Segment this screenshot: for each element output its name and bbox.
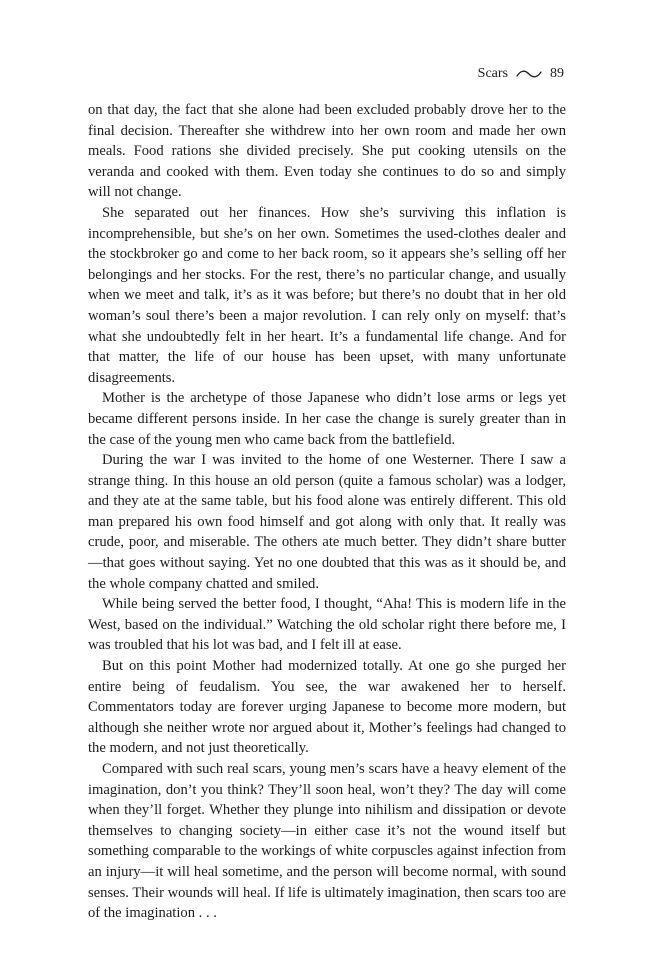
page-number: 89 (550, 66, 564, 81)
tilde-swash-icon (516, 69, 542, 79)
paragraph: Compared with such real scars, young men’s scars have a heavy element of the imagination, don’t you think? They’ll soon heal, won’t they? The day will come when they’ll forget. Whether they plunge into nihilism and dissipation or devote themselves to changing society—in either case it’s not the wound itself but something comparable to the workings of white corpuscles against infection from an injury—it will heal sometime, and the person will become normal, with sound senses. Their wounds will heal. If life is ultimately imagination, then scars too are of the imagination . . . (88, 761, 566, 922)
running-title: Scars (477, 66, 508, 81)
paragraph: While being served the better food, I thought, “Aha! This is modern life in the West, based on the individual.” Watching the old scholar right there before me, I was troubled that his lot was bad, and I felt ill at ease. (88, 596, 566, 654)
paragraph: She separated out her finances. How she’s surviving this inflation is incomprehensible, but she’s on her own. Sometimes the used-clothes dealer and the stockbroker go and come to her back room, so it appears she’s selling off her belongings and her stocks. For the rest, there’s no particular change, and usually when we meet and talk, it’s as it was before; but there’s no doubt that in her old woman’s soul there’s been a major revolution. I can rely only on myself: that’s what she undoubtedly felt in her heart. It’s a fundamental life change. And for that matter, the life of our house has been upset, with many unfortunate disagreements. (88, 204, 566, 386)
paragraph: During the war I was invited to the home of one Westerner. There I saw a strange thing. In this house an old person (quite a famous scholar) was a lodger, and they ate at the same table, but his food alone was entirely different. This old man prepared his own food himself and got along with only that. It really was crude, poor, and miserable. The others ate much better. They didn’t share butter—that goes without saying. Yet no one doubted that this was as it should be, and the whole company chatted and smiled. (88, 452, 566, 592)
body-text (88, 100, 566, 924)
running-head (478, 66, 564, 82)
paragraph: on that day, the fact that she alone had been excluded probably drove her to the final decision. Thereafter she withdrew into her own room and made her own meals. Food rations she divided precisely. She put cooking utensils on the veranda and cooked with them. Even today she continues to do so and simply will not change. (88, 102, 566, 201)
paragraph: Mother is the archetype of those Japanese who didn’t lose arms or legs yet became different persons inside. In her case the change is surely greater than in the case of the young men who came back from the battlefield. (88, 390, 566, 448)
paragraph: But on this point Mother had modernized totally. At one go she purged her entire being of feudalism. You see, the war awakened her to herself. Commentators today are forever urging Japanese to become more modern, but although she neither wrote nor argued about it, Mother’s feelings had changed to the modern, and not just theoretically. (88, 658, 566, 757)
